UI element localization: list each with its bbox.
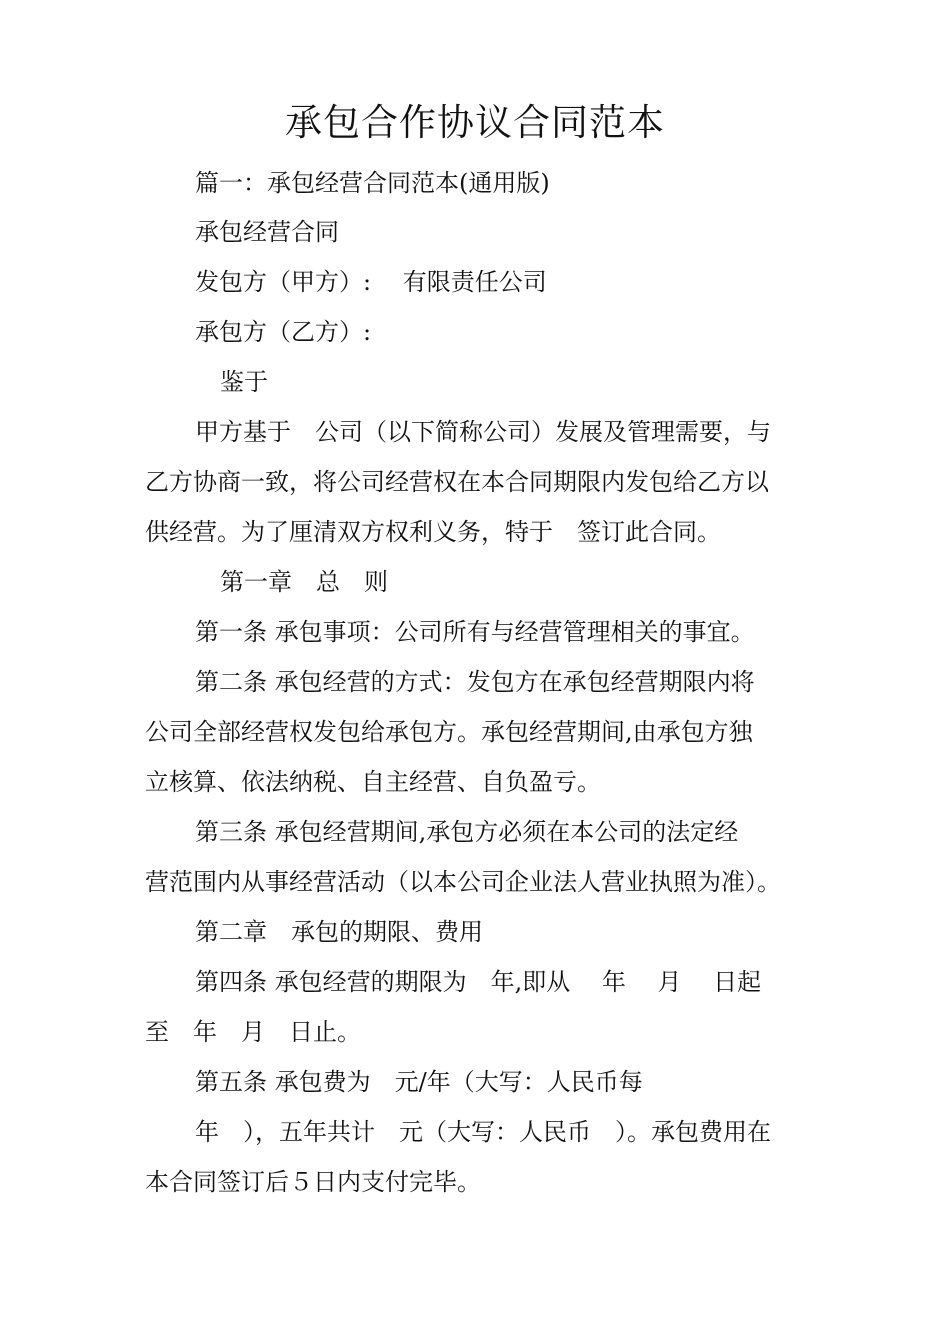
whereas-line: 鉴于: [220, 368, 268, 396]
article-line: 第五条 承包费为 元/年（大写：人民币每: [195, 1068, 643, 1096]
paragraph-line: 年 ），五年共计 元（大写：人民币 ）。承包费用在: [195, 1118, 771, 1146]
article-line: 第二条 承包经营的方式：发包方在承包经营期限内将: [195, 668, 755, 696]
contract-name: 承包经营合同: [195, 218, 339, 246]
party-a-line: 发包方（甲方）: 有限责任公司: [195, 268, 547, 296]
paragraph-line: 本合同签订后５日内支付完毕。: [145, 1168, 481, 1196]
article-line: 第三条 承包经营期间,承包方必须在本公司的法定经: [195, 818, 739, 846]
article-line: 第一条 承包事项：公司所有与经营管理相关的事宜。: [195, 618, 755, 646]
paragraph-line: 立核算、依法纳税、自主经营、自负盈亏。: [145, 768, 601, 796]
paragraph-line: 营范围内从事经营活动（以本公司企业法人营业执照为准）。: [145, 868, 781, 896]
paragraph-line: 公司全部经营权发包给承包方。承包经营期间,由承包方独: [145, 718, 753, 746]
paragraph-line: 甲方基于 公司（以下简称公司）发展及管理需要，与: [195, 418, 771, 446]
section-heading: 篇一：承包经营合同范本(通用版): [195, 169, 550, 197]
party-b-line: 承包方（乙方）:: [195, 318, 372, 346]
paragraph-line: 供经营。为了厘清双方权利义务，特于 签订此合同。: [145, 518, 721, 546]
paragraph-line: 乙方协商一致，将公司经营权在本合同期限内发包给乙方以: [145, 468, 769, 496]
paragraph-line: 至 年 月 日止。: [145, 1018, 361, 1046]
chapter-heading: 第一章 总 则: [220, 568, 388, 596]
document-title: 承包合作协议合同范本: [285, 101, 665, 144]
article-line: 第四条 承包经营的期限为 年,即从 年 月 日起: [195, 968, 762, 996]
chapter-heading: 第二章 承包的期限、费用: [195, 918, 483, 946]
